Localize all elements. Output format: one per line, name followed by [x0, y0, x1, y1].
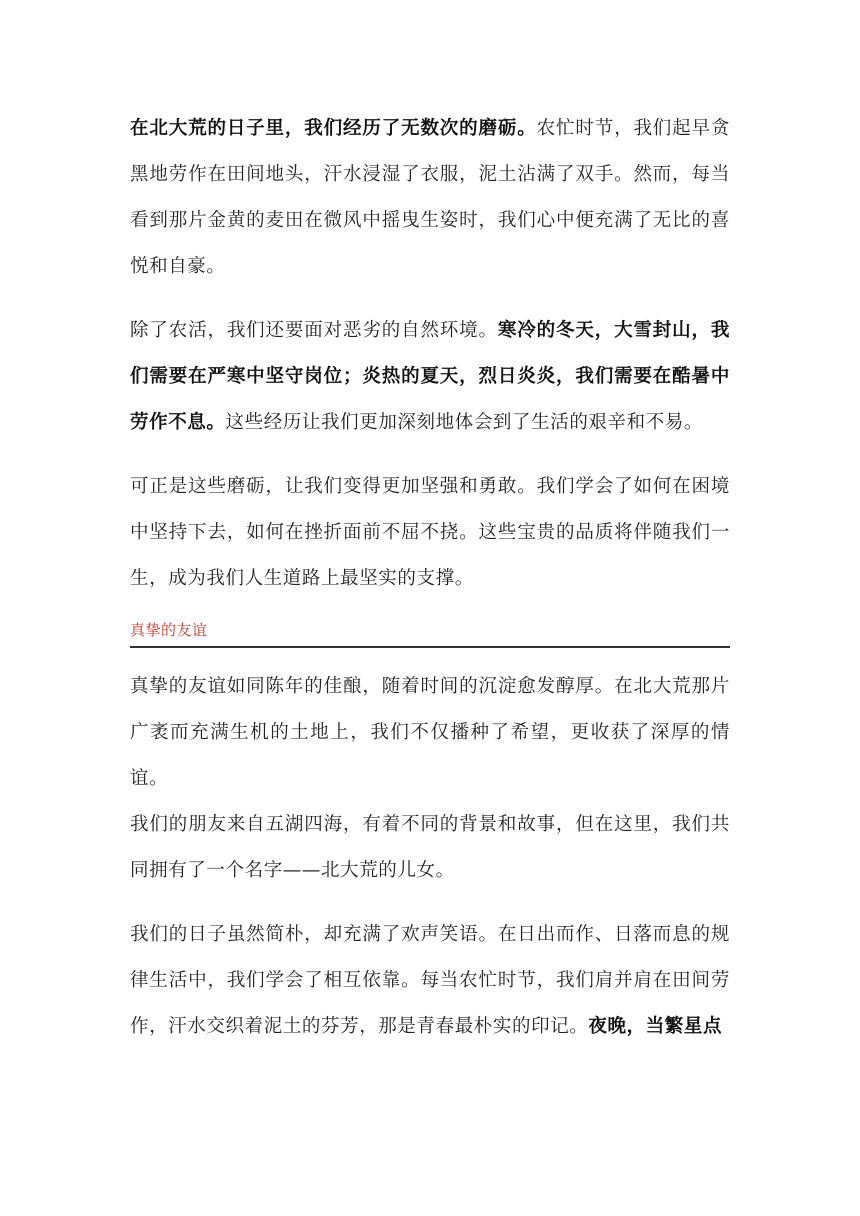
paragraph-text: 真挚的友谊如同陈年的佳酿，随着时间的沉淀愈发醇厚。在北大荒那片广袤而充满生机的土地上，我们不仅播种了希望，更收获了深厚的情谊。	[130, 676, 730, 789]
paragraph-daily-life	[130, 912, 730, 1050]
paragraph-friends-origin	[130, 802, 730, 894]
section-heading	[130, 618, 730, 648]
bold-end-text: 夜晚，当繁星点	[588, 1016, 723, 1037]
bold-middle-text: 寒冷的冬天，大雪封山，我们需要在严寒中坚守岗位；炎热的夏天，烈日炎炎，我们需要在酷暑中劳作不息。	[130, 320, 731, 433]
document-page	[130, 106, 730, 1050]
paragraph-spacer	[130, 894, 730, 912]
paragraph-environment	[130, 308, 730, 446]
paragraph-spacer	[130, 290, 730, 308]
paragraph-spacer	[130, 648, 730, 664]
paragraph-text: 这些经历让我们更加深刻地体会到了生活的艰辛和不易。	[225, 412, 704, 433]
bold-intro-text: 在北大荒的日子里，我们经历了无数次的磨砺。	[130, 118, 537, 139]
paragraph-intro-text: 除了农活，我们还要面对恶劣的自然环境。	[130, 320, 498, 341]
section-heading-text: 真挚的友谊	[130, 621, 208, 639]
paragraph-text: 可正是这些磨砺，让我们变得更加坚强和勇敢。我们学会了如何在困境中坚持下去，如何在挫折面前不屈不挠。这些宝贵的品质将伴随我们一生，成为我们人生道路上最坚实的支撑。	[130, 476, 730, 589]
paragraph-text: 农忙时节，我们起早贪黑地劳作在田间地头，汗水浸湿了衣服，泥土沾满了双手。然而，每当看到那片金黄的麦田在微风中摇曳生姿时，我们心中便充满了无比的喜悦和自豪。	[130, 118, 730, 277]
paragraph-spacer	[130, 446, 730, 464]
paragraph-growth	[130, 464, 730, 602]
paragraph-text: 我们的日子虽然简朴，却充满了欢声笑语。在日出而作、日落而息的规律生活中，我们学会了相互依靠。每当农忙时节，我们肩并肩在田间劳作，汗水交织着泥土的芬芳，那是青春最朴实的印记。	[130, 924, 730, 1037]
paragraph-friendship	[130, 664, 730, 802]
paragraph-hardships	[130, 106, 730, 290]
paragraph-text: 我们的朋友来自五湖四海，有着不同的背景和故事，但在这里，我们共同拥有了一个名字——北大荒的儿女。	[130, 814, 730, 881]
